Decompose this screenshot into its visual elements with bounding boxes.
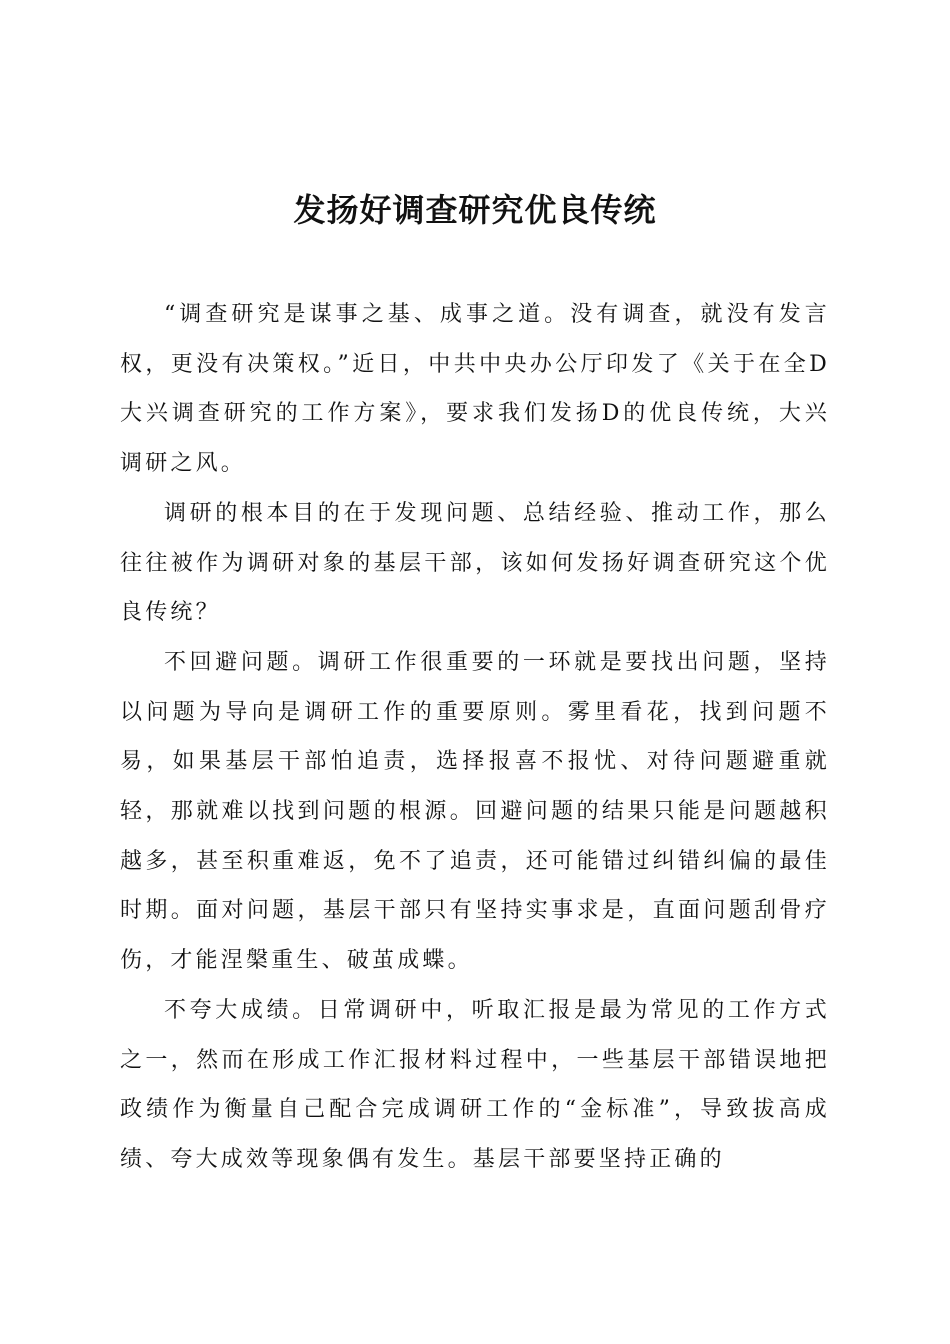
paragraph-1: “调查研究是谋事之基、成事之道。没有调查，就没有发言权，更没有决策权。”近日，中共中央办公厅印发了《关于在全D大兴调查研究的工作方案》，要求我们发扬D的优良传统，大兴调研之风。 [120, 302, 830, 477]
paragraph-3: 不回避问题。调研工作很重要的一环就是要找出问题，坚持以问题为导向是调研工作的重要原则。雾里看花，找到问题不易，如果基层干部怕追责，选择报喜不报忧、对待问题避重就轻，那就难以找到问题的根源。回避问题的结果只能是问题越积越多，甚至积重难返，免不了追责，还可能错过纠错纠偏的最佳时期。面对问题，基层干部只有坚持实事求是，直面问题刮骨疗伤，才能涅槃重生、破茧成蝶。 [120, 649, 830, 974]
paragraph-4: 不夸大成绩。日常调研中，听取汇报是最为常见的工作方式之一，然而在形成工作汇报材料过程中，一些基层干部错误地把政绩作为衡量自己配合完成调研工作的“金标准”，导致拔高成绩、夸大成效等现象偶有发生。基层干部要坚持正确的 [120, 997, 830, 1172]
document-title: 发扬好调查研究优良传统 [293, 191, 657, 229]
paragraph-2: 调研的根本目的在于发现问题、总结经验、推动工作，那么往往被作为调研对象的基层干部，该如何发扬好调查研究这个优良传统？ [120, 500, 830, 626]
document-body [120, 290, 830, 1185]
